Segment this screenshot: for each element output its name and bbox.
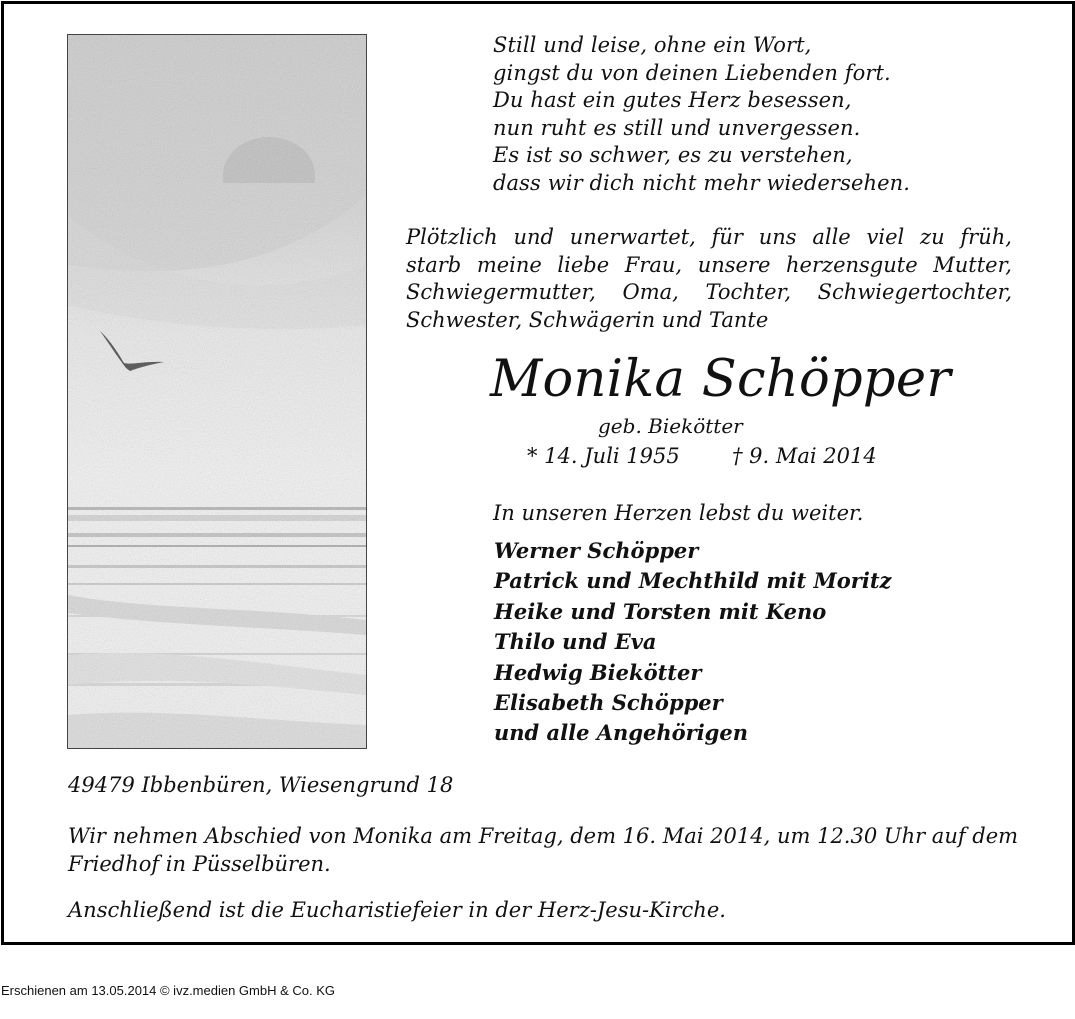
word: Schwiegermutter, — [406, 280, 596, 305]
word: herzensgute — [786, 252, 918, 277]
mourner-name: Elisabeth Schöpper — [494, 690, 723, 716]
word: Tochter, — [705, 280, 792, 305]
birth-date: * 14. Juli 1955 — [527, 444, 680, 468]
memorial-poem — [493, 32, 910, 198]
word: alle — [812, 225, 851, 249]
word: unsere — [697, 252, 771, 277]
word: Oma, — [622, 280, 679, 305]
poem-line: dass wir dich nicht mehr wiedersehen. — [493, 170, 911, 195]
seagull-over-sea-image — [68, 35, 366, 748]
word: früh, — [960, 225, 1012, 249]
announcement-line-3 — [406, 279, 1012, 307]
poem-line: Still und leise, ohne ein Wort, — [493, 33, 812, 57]
word: liebe — [557, 252, 610, 277]
announcement-line-2 — [406, 252, 1012, 280]
publication-credit: Erschienen am 13.05.2014 © ivz.medien GmbH & Co. KG — [1, 983, 336, 998]
word: unerwartet, — [569, 225, 696, 249]
mourner-name: und alle Angehörigen — [494, 720, 748, 746]
word: und — [513, 225, 554, 249]
mourner-name: Heike und Torsten mit Keno — [494, 598, 827, 624]
mourner-name: Thilo und Eva — [494, 629, 657, 655]
obituary-notice — [1, 1, 1075, 945]
word: viel — [866, 225, 905, 249]
poem-line: gingst du von deinen Liebenden fort. — [493, 60, 891, 85]
death-date: † 9. Mai 2014 — [732, 444, 877, 468]
word: Frau, — [624, 252, 683, 277]
announcement-line-4: Schwester, Schwägerin und Tante — [406, 307, 769, 332]
seagull-sea-photo — [67, 34, 367, 749]
word: starb — [406, 252, 462, 277]
word: Mutter, — [933, 252, 1012, 277]
word: meine — [476, 252, 542, 277]
mourner-name: Hedwig Biekötter — [494, 659, 702, 685]
word: für — [711, 225, 743, 249]
word: zu — [920, 225, 945, 249]
poem-line: Du hast ein gutes Herz besessen, — [493, 88, 852, 113]
mourner-name: Werner Schöpper — [494, 538, 699, 563]
funeral-details: Wir nehmen Abschied von Monika am Freitag, dem 16. Mai 2014, um 12.30 Uhr auf dem Friedhof in Püsselbüren. — [68, 824, 1019, 876]
death-announcement-text — [406, 224, 1012, 334]
mourner-name: Patrick und Mechthild mit Moritz — [494, 568, 892, 594]
announcement-line-1 — [406, 224, 1012, 252]
mass-details: Anschließend ist die Eucharistiefeier in der Herz-Jesu-Kirche. — [68, 898, 726, 922]
word: Plötzlich — [406, 225, 498, 249]
deceased-name: Monika Schöpper — [490, 350, 952, 409]
word: uns — [758, 225, 797, 249]
mourners-list — [494, 536, 891, 749]
poem-line: nun ruht es still und unvergessen. — [493, 115, 861, 140]
poem-line: Es ist so schwer, es zu verstehen, — [493, 143, 853, 168]
maiden-name: geb. Biekötter — [598, 414, 743, 438]
memorial-motto: In unseren Herzen lebst du weiter. — [493, 501, 864, 525]
word: Schwiegertochter, — [817, 280, 1012, 305]
family-address: 49479 Ibbenbüren, Wiesengrund 18 — [68, 773, 454, 797]
